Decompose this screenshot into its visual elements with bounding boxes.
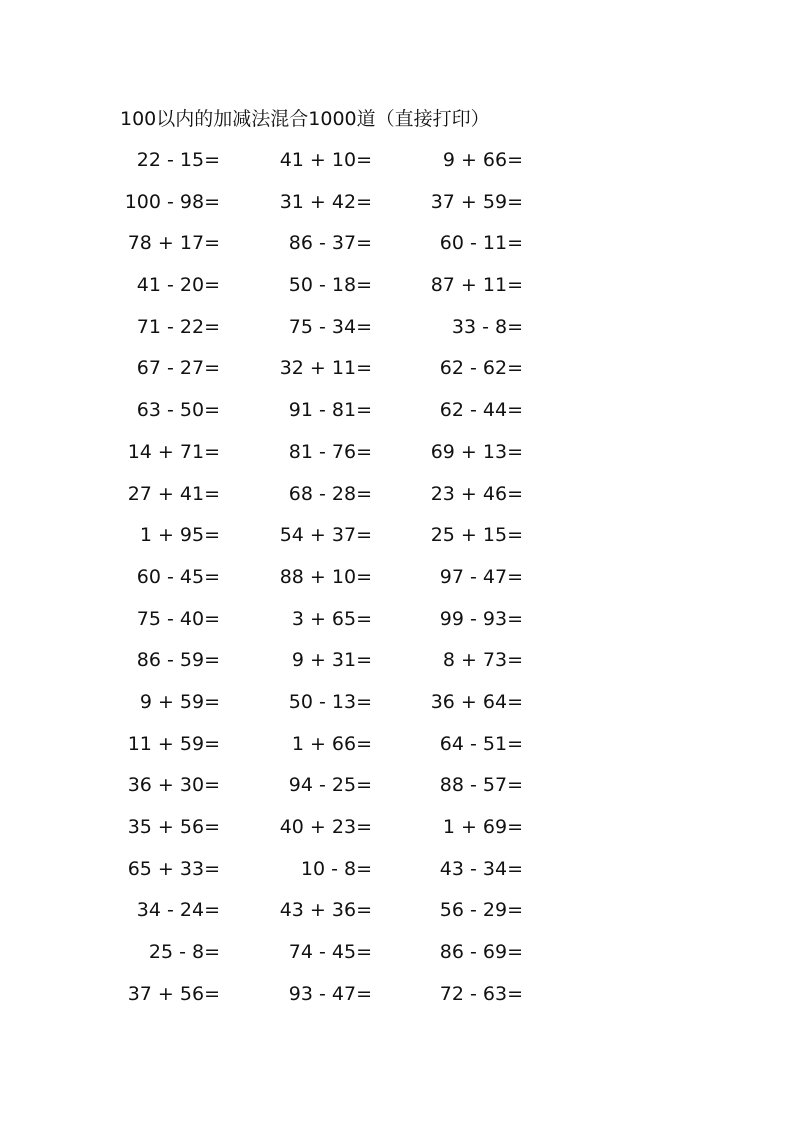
- math-problem: 54 + 37=: [279, 524, 372, 547]
- problem-row: [110, 188, 530, 230]
- problem-row: [110, 229, 530, 271]
- problem-row: [110, 438, 530, 480]
- problem-row: [110, 396, 530, 438]
- math-problem: 34 - 24=: [136, 899, 220, 922]
- math-problem: 68 - 28=: [288, 482, 372, 505]
- problem-row: [110, 313, 530, 355]
- math-problem: 97 - 47=: [439, 565, 523, 588]
- math-problem: 22 - 15=: [136, 149, 220, 171]
- problem-row: [110, 271, 530, 313]
- problem-row: [110, 896, 530, 938]
- math-problem: 37 + 59=: [430, 190, 523, 213]
- math-problem: 91 - 81=: [288, 399, 372, 422]
- math-problem: 75 - 40=: [136, 607, 220, 630]
- math-problem: 65 + 33=: [127, 857, 220, 880]
- math-problem: 62 - 44=: [439, 399, 523, 422]
- math-problem: 60 - 11=: [439, 232, 523, 255]
- problem-row: [110, 646, 530, 688]
- math-problem: 74 - 45=: [288, 941, 372, 964]
- math-problem: 60 - 45=: [136, 565, 220, 588]
- math-problem: 36 + 64=: [430, 690, 523, 713]
- math-problem: 32 + 11=: [279, 357, 372, 380]
- math-problem: 25 - 8=: [148, 941, 220, 964]
- problem-row: [110, 855, 530, 897]
- math-problem: 35 + 56=: [127, 816, 220, 838]
- math-problem: 88 - 57=: [439, 774, 523, 797]
- math-problem: 37 + 56=: [127, 982, 220, 1005]
- math-problem: 9 + 66=: [442, 149, 523, 171]
- math-problem: 64 - 51=: [439, 732, 523, 755]
- math-problem: 36 + 30=: [127, 774, 220, 797]
- math-problem: 3 + 65=: [291, 607, 372, 630]
- worksheet-title: 100以内的加减法混合1000道（直接打印）: [120, 108, 490, 130]
- math-problem: 41 - 20=: [136, 274, 220, 297]
- math-problem: 67 - 27=: [136, 357, 220, 380]
- math-problem: 72 - 63=: [439, 982, 523, 1005]
- math-problem: 10 - 8=: [300, 857, 372, 880]
- math-problem: 11 + 59=: [127, 732, 220, 755]
- math-problem: 99 - 93=: [439, 607, 523, 630]
- problem-row: [110, 146, 530, 188]
- math-problem: 75 - 34=: [288, 315, 372, 338]
- problem-row: [110, 688, 530, 730]
- math-problem: 63 - 50=: [136, 399, 220, 422]
- math-problem: 8 + 73=: [442, 649, 523, 672]
- problem-row: [110, 521, 530, 563]
- math-problem: 86 - 59=: [136, 649, 220, 672]
- math-problem: 27 + 41=: [127, 482, 220, 505]
- math-problem: 43 - 34=: [439, 857, 523, 880]
- math-problem: 86 - 69=: [439, 941, 523, 964]
- math-problem: 86 - 37=: [288, 232, 372, 255]
- math-problem: 43 + 36=: [279, 899, 372, 922]
- problem-row: [110, 354, 530, 396]
- math-problem: 1 + 69=: [442, 816, 523, 838]
- math-problem: 1 + 66=: [291, 732, 372, 755]
- problem-row: [110, 771, 530, 813]
- math-problem: 94 - 25=: [288, 774, 372, 797]
- math-problem: 1 + 95=: [139, 524, 220, 547]
- math-problem: 88 + 10=: [279, 565, 372, 588]
- problem-row: [110, 938, 530, 980]
- math-problem: 56 - 29=: [439, 899, 523, 922]
- math-problem: 25 + 15=: [430, 524, 523, 547]
- math-problem: 41 + 10=: [279, 149, 372, 171]
- problem-row: [110, 563, 530, 605]
- problem-grid: [110, 146, 530, 1021]
- problem-row: [110, 813, 530, 855]
- math-problem: 9 + 59=: [139, 690, 220, 713]
- math-problem: 9 + 31=: [291, 649, 372, 672]
- problem-row: [110, 980, 530, 1022]
- math-problem: 33 - 8=: [451, 315, 523, 338]
- math-problem: 31 + 42=: [279, 190, 372, 213]
- math-problem: 81 - 76=: [288, 440, 372, 463]
- math-problem: 100 - 98=: [124, 190, 220, 213]
- math-problem: 23 + 46=: [430, 482, 523, 505]
- math-problem: 50 - 18=: [288, 274, 372, 297]
- math-problem: 50 - 13=: [288, 690, 372, 713]
- math-problem: 71 - 22=: [136, 315, 220, 338]
- problem-row: [110, 480, 530, 522]
- math-problem: 40 + 23=: [279, 816, 372, 838]
- math-problem: 87 + 11=: [430, 274, 523, 297]
- math-problem: 69 + 13=: [430, 440, 523, 463]
- math-problem: 62 - 62=: [439, 357, 523, 380]
- problem-row: [110, 605, 530, 647]
- math-problem: 93 - 47=: [288, 982, 372, 1005]
- math-problem: 14 + 71=: [127, 440, 220, 463]
- problem-row: [110, 730, 530, 772]
- math-problem: 78 + 17=: [127, 232, 220, 255]
